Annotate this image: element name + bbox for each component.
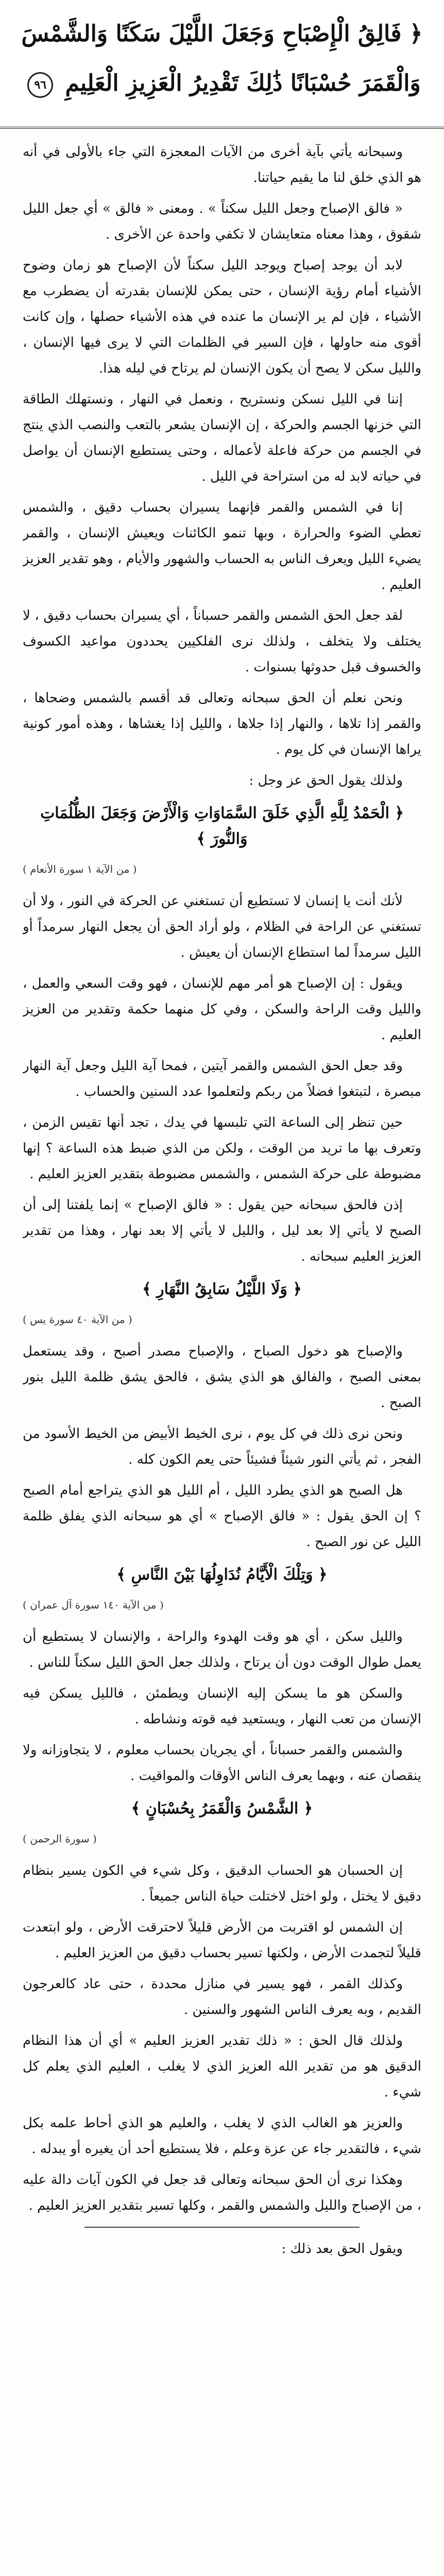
- paragraph: ولذلك قال الحق : « ذلك تقدير العزيز العليم » أي أن هذا النظام الدقيق هو من تقدير الله العزيز الذي لا يغلب ، العليم الذي يعلم كل شيء .: [23, 2033, 421, 2100]
- paragraph: « فالق الإصباح وجعل الليل سكناً » . ومعنى « فالق » أي جعل الليل شقوق ، وهذا معناه متعايشان لا تكفي واحدة عن الأخرى .: [23, 201, 421, 242]
- paragraph: إذن فالحق سبحانه حين يقول : « فالق الإصباح » إنما يلفتنا إلى أن الصبح لا يأتي إلا بعد ليل ، والليل لا يأتي إلا بعد نهار ، وهذا من تقدير العزيز العليم سبحانه .: [23, 1197, 421, 1264]
- quote-reference: ( من الآية ١ سورة الأنعام ): [23, 863, 137, 875]
- paragraph: إن الحسبان هو الحساب الدقيق ، وكل شيء في الكون يسير بنظام دقيق لا يختل ، ولو اختل لاختلت حياة الناس جميعاً .: [23, 1863, 421, 1904]
- paragraph: ويقول : إن الإصباح هو أمر مهم للإنسان ، فهو وقت السعي والعمل ، والليل وقت الراحة والسكن ، وفي كل منهما حكمة وتقدير من العزيز العليم .: [23, 976, 421, 1043]
- paragraph: وسبحانه يأتي بآية أخرى من الآيات المعجزة التي جاء بالأولى في أنه هو الذي خلق لنا ما يقيم حياتنا.: [23, 144, 421, 185]
- paragraph: حين تنظر إلى الساعة التي تلبسها في يدك ، تجد أنها تقيس الزمن ، وتعرف بها ما تريد من الوقت ، ولكن من الذي ضبط هذه الساعة ؟ إنها مضبوطة على حركة الشمس ، والشمس مضبوطة بتقدير العزيز العليم .: [23, 1115, 421, 1182]
- paragraph: والعزيز هو الغالب الذي لا يغلب ، والعليم هو الذي أحاط علمه بكل شيء ، فالتقدير جاء عن عزة وعلم ، فلا يستطيع أحد أن يغيره أو يبدله .: [23, 2115, 421, 2157]
- top-verse-line-2: [21, 59, 423, 108]
- paragraph: ونحن نرى ذلك في كل يوم ، نرى الخيط الأبيض من الخيط الأسود من الفجر ، ثم يأتي النور شيئاً فشيئاً حتى يعم الكون كله .: [23, 1426, 421, 1467]
- quran-quote: ﴿ وَلَا اللَّيْلُ سَابِقُ النَّهَارِ ﴾: [142, 1280, 302, 1298]
- quote-reference: ( من الآية ١٤٠ سورة آل عمران ): [23, 1599, 164, 1611]
- quote-reference: ( من الآية ٤٠ سورة يس ): [23, 1313, 132, 1326]
- paragraph: لقد جعل الحق الشمس والقمر حسباناً ، أي يسيران بحساب دقيق ، لا يختلف ولا يتخلف ، ولذلك نرى الفلكيين يحددون مواعيد الكسوف والخسوف قبل حدوثها بسنوات .: [23, 608, 421, 675]
- paragraph: وهكذا نرى أن الحق سبحانه وتعالى قد جعل في الكون آيات دالة عليه ، من الإصباح والليل والشمس والقمر ، وكلها تسير بتقدير العزيز العليم .: [23, 2172, 421, 2213]
- top-verse-line-1: ﴿ فَالِقُ الْإِصْبَاحِ وَجَعَلَ اللَّيْلَ سَكَنًا وَالشَّمْسَ: [21, 21, 423, 47]
- paragraph: ونحن نعلم أن الحق سبحانه وتعالى قد أقسم بالشمس وضحاها ، والقمر إذا تلاها ، والنهار إذا جلاها ، والليل إذا يغشاها ، وهذه أمور كونية يراها الإنسان في كل يوم .: [23, 690, 421, 757]
- paragraph: إنا في الشمس والقمر فإنهما يسيران بحساب دقيق ، والشمس تعطي الضوء والحرارة ، وبها تنمو الكائنات ويعيش الإنسان ، والقمر يضيء الليل ويعرف الناس به الحساب والشهور والأيام ، وهو تقدير العزيز العليم .: [23, 500, 421, 592]
- paragraph: لأنك أنت يا إنسان لا تستطيع أن تستغني عن الحركة في النور ، ولا أن تستغني عن الراحة في الظلام ، ولو أراد الحق أن يجعل النهار سرمداً أو الليل سرمداً لما استطاع الإنسان أن يعيش .: [23, 893, 421, 960]
- paragraph: والشمس والقمر حسباناً ، أي يجريان بحساب معلوم ، لا يتجاوزانه ولا ينقصان عنه ، وبهما يعرف الناس الأوقات والمواقيت .: [23, 1742, 421, 1784]
- paragraph: والسكن هو ما يسكن إليه الإنسان ويطمئن ، فالليل يسكن فيه الإنسان من تعب النهار ، ويستعيد فيه قوته ونشاطه .: [23, 1686, 421, 1727]
- top-verse-line-2-text: وَالْقَمَرَ حُسْبَانًا ذَٰلِكَ تَقْدِيرُ الْعَزِيزِ الْعَلِيمِ: [65, 70, 421, 96]
- paragraph: إن الشمس لو اقتربت من الأرض قليلاً لاحترقت الأرض ، ولو ابتعدت قليلاً لتجمدت الأرض ، ولكنها تسير بحساب دقيق من العزيز العليم .: [23, 1920, 421, 1961]
- paragraph: هل الصبح هو الذي يطرد الليل ، أم الليل هو الذي يتراجع أمام الصبح ؟ إن الحق يقول : « فالق الإصباح » أي هو سبحانه الذي يفلق ظلمة الليل عن نور الصبح .: [23, 1483, 421, 1550]
- quote-reference: ( سورة الرحمن ): [23, 1833, 97, 1845]
- paragraph: لابد أن يوجد إصباح ويوجد الليل سكناً لأن الإصباح هو زمان وضوح الأشياء أمام رؤية الإنسان ، حتى يمكن للإنسان بقدرته أن يضطرب مع الأشياء ، فإن لم ير الإنسان ما عنده في هذه الأشياء حصلها ، وإن كانت أقوى منه حاولها ، فإن السير في الظلمات التي لا يرى فيها الإنسان ، والليل سكن لا يصح أن يكون الإنسان لم يرتاح في ليله هذا.: [23, 258, 421, 376]
- top-verse-frame: [0, 0, 444, 129]
- quran-quote: ﴿ الْحَمْدُ لِلَّهِ الَّذِي خَلَقَ السَّمَاوَاتِ وَالْأَرْضَ وَجَعَلَ الظُّلُمَاتِ وَالنُّورَ ﴾: [40, 804, 404, 848]
- section-divider: [84, 2227, 360, 2228]
- commentary-body: [23, 139, 421, 2576]
- paragraph: إننا في الليل نسكن ونستريح ، ونعمل في النهار ، ونستهلك الطاقة التي خزنها الجسم والحركة ، إن الإنسان يشعر بالتعب والنصب الذي ينتج في الجسم من حركة فاعلة لأعماله ، وحتى يستطيع الإنسان أن يواصل في حياته لابد له من استراحة في الليل .: [23, 392, 421, 484]
- ayah-number-badge: ٩٦: [27, 72, 53, 98]
- transition-text: ويقول الحق بعد ذلك :: [281, 2241, 403, 2257]
- paragraph: وقد جعل الحق الشمس والقمر آيتين ، فمحا آية الليل وجعل آية النهار مبصرة ، لتبتغوا فضلاً من ربكم ولتعلموا عدد السنين والحساب .: [23, 1058, 421, 1099]
- quran-quote: ﴿ الشَّمْسُ وَالْقَمَرُ بِحُسْبَانٍ ﴾: [131, 1800, 313, 1818]
- paragraph: وكذلك القمر ، فهو يسير في منازل محددة ، حتى عاد كالعرجون القديم ، وبه يعرف الناس الشهور والسنين .: [23, 1976, 421, 2018]
- paragraph: والليل سكن ، أي هو وقت الهدوء والراحة ، والإنسان لا يستطيع أن يعمل طوال الوقت دون أن يرتاح ، ولذلك جعل الحق الليل سكناً للناس .: [23, 1629, 421, 1670]
- paragraph: والإصباح هو دخول الصباح ، والإصباح مصدر أصبح ، وقد يستعمل بمعنى الصبح ، والفالق هو الذي يشق ، فالحق يشق ظلمة الليل بنور الصبح .: [23, 1344, 421, 1411]
- quran-quote: ﴿ وَتِلْكَ الْأَيَّامُ نُدَاوِلُهَا بَيْنَ النَّاسِ ﴾: [116, 1566, 328, 1584]
- paragraph: ولذلك يقول الحق عز وجل :: [249, 773, 403, 788]
